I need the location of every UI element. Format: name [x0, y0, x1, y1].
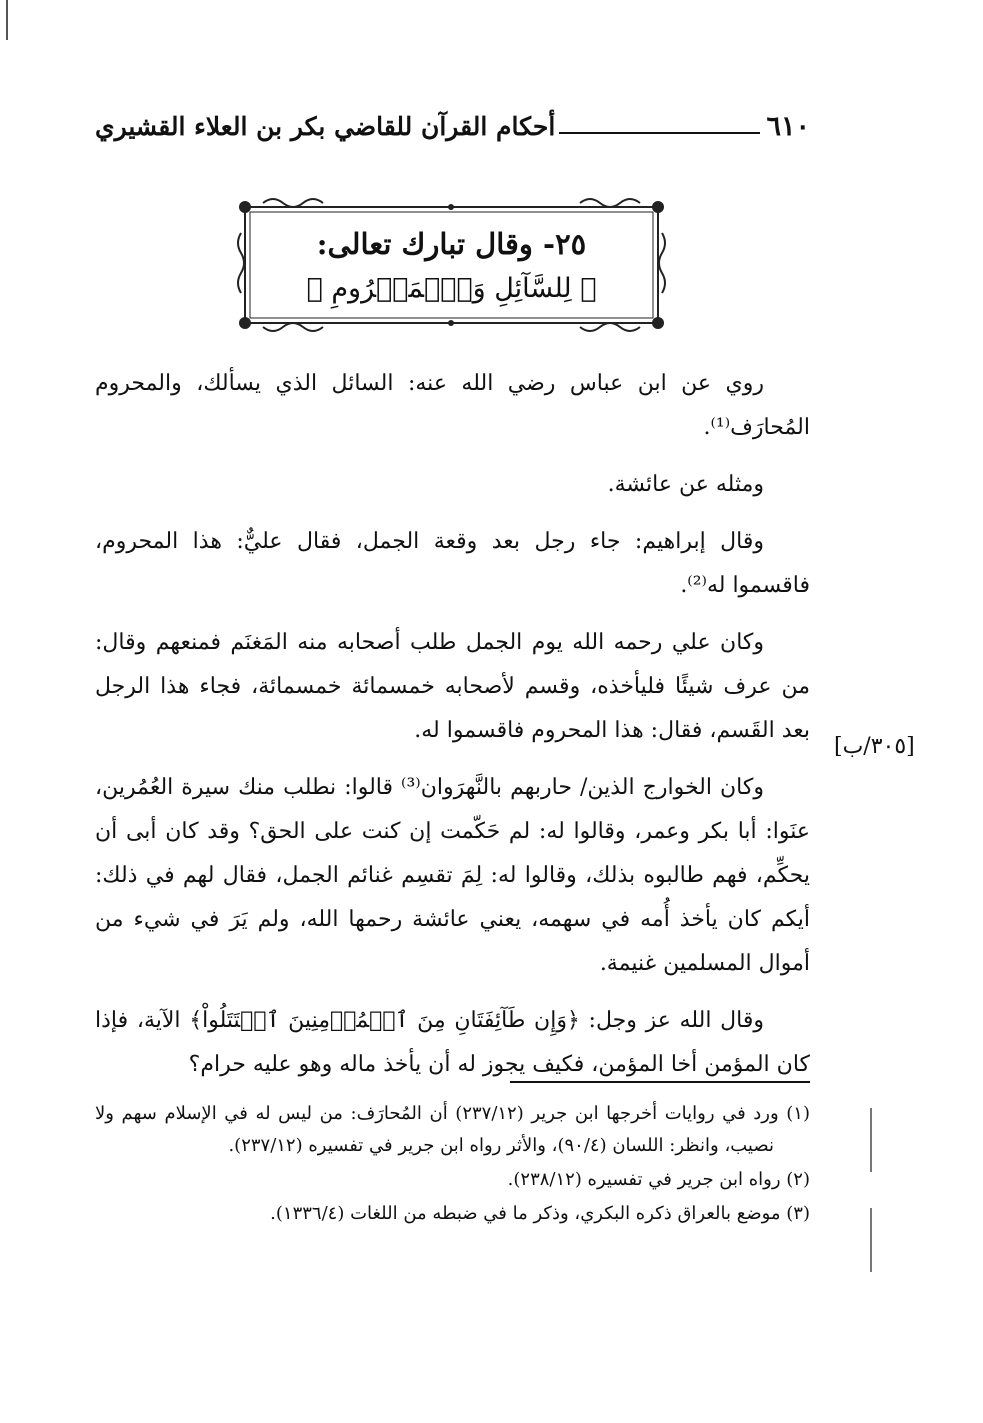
footnote: (٢) رواه ابن جرير في تفسيره (٢٣٨/١٢). [507, 1169, 810, 1190]
running-title: أحكام القرآن للقاضي بكر بن العلاء القشيري [95, 111, 556, 141]
paragraph: وقال إبراهيم: جاء رجل بعد وقعة الجمل، فقال عليٌّ: هذا المحروم، فاقسموا له⁽²⁾. [95, 529, 810, 598]
paragraph: وقال الله عز وجل: ﴿وَإِن طَآئِفَتَانِ مِنَ ٱلۡمُؤۡمِنِينَ ٱقۡتَتَلُواْ﴾ الآية، فإذا كان المؤمن أخا المؤمن، فكيف يجوز له أن يأخذ ماله وهو عليه حرام؟ [95, 1008, 810, 1077]
footnote: (٣) موضع بالعراق ذكره البكري، وذكر ما في ضبطه من اللغات (١٣٣٦/٤). [270, 1203, 810, 1224]
paragraph: وكان الخوارج الذين/ حاربهم بالنَّهرَوان⁽³⁾ قالوا: نطلب منك سيرة العُمُرين، عنَوا: أبا بكر وعمر، وقالوا له: لم حَكّمت إن كنت على الحق؟ وقد كان أبى أن يحكِّم، فهم طالبوه بذلك، وقالوا له: لِمَ تقسِم غنائم الجمل، فقال لهم في ذلك: أيكم كان يأخذ أُمه في سهمه، يعني عائشة رحمها الله، ولم يَرَ في شيء من أموال المسلمين غنيمة. [95, 775, 810, 976]
ornamental-border [233, 193, 670, 337]
quran-verse: ﴿ لِلسَّآئِلِ وَٱلۡمَحۡرُومِ ﴾ [306, 273, 597, 304]
title-frame [233, 193, 670, 337]
paragraph: ومثله عن عائشة. [607, 472, 764, 497]
footnote: (١) ورد في روايات أخرجها ابن جرير (٢٣٧/١٢) أن المُحارَف: من ليس له في الإسلام سهم ولا نصيب، وانظر: اللسان (٩٠/٤)، والأثر رواه ابن جرير في تفسيره (٢٣٧/١٢). [95, 1103, 810, 1156]
footnotes [95, 1098, 810, 1232]
body-text [95, 362, 810, 1100]
footnote-rule [510, 1081, 810, 1083]
page-header [95, 106, 810, 146]
scan-edge-mark [870, 1108, 872, 1172]
scan-edge-line [6, 0, 8, 40]
manuscript-folio-note: [٣٠٥/ب] [834, 734, 915, 759]
section-heading: ٢٥- وقال تبارك تعالى: [316, 227, 587, 261]
paragraph: وكان علي رحمه الله يوم الجمل طلب أصحابه منه المَغنَم فمنعهم وقال: من عرف شيئًا فليأخذه، وقسم لأصحابه خمسمائة خمسمائة، فجاء هذا الرجل بعد القَسم، فقال: هذا المحروم فاقسموا له. [95, 630, 810, 743]
page-number: ٦١٠ [766, 110, 810, 142]
header-rule [559, 132, 760, 134]
paragraph: روي عن ابن عباس رضي الله عنه: السائل الذي يسألك، والمحروم المُحارَف⁽¹⁾. [95, 371, 810, 440]
scan-edge-mark [870, 1208, 872, 1272]
